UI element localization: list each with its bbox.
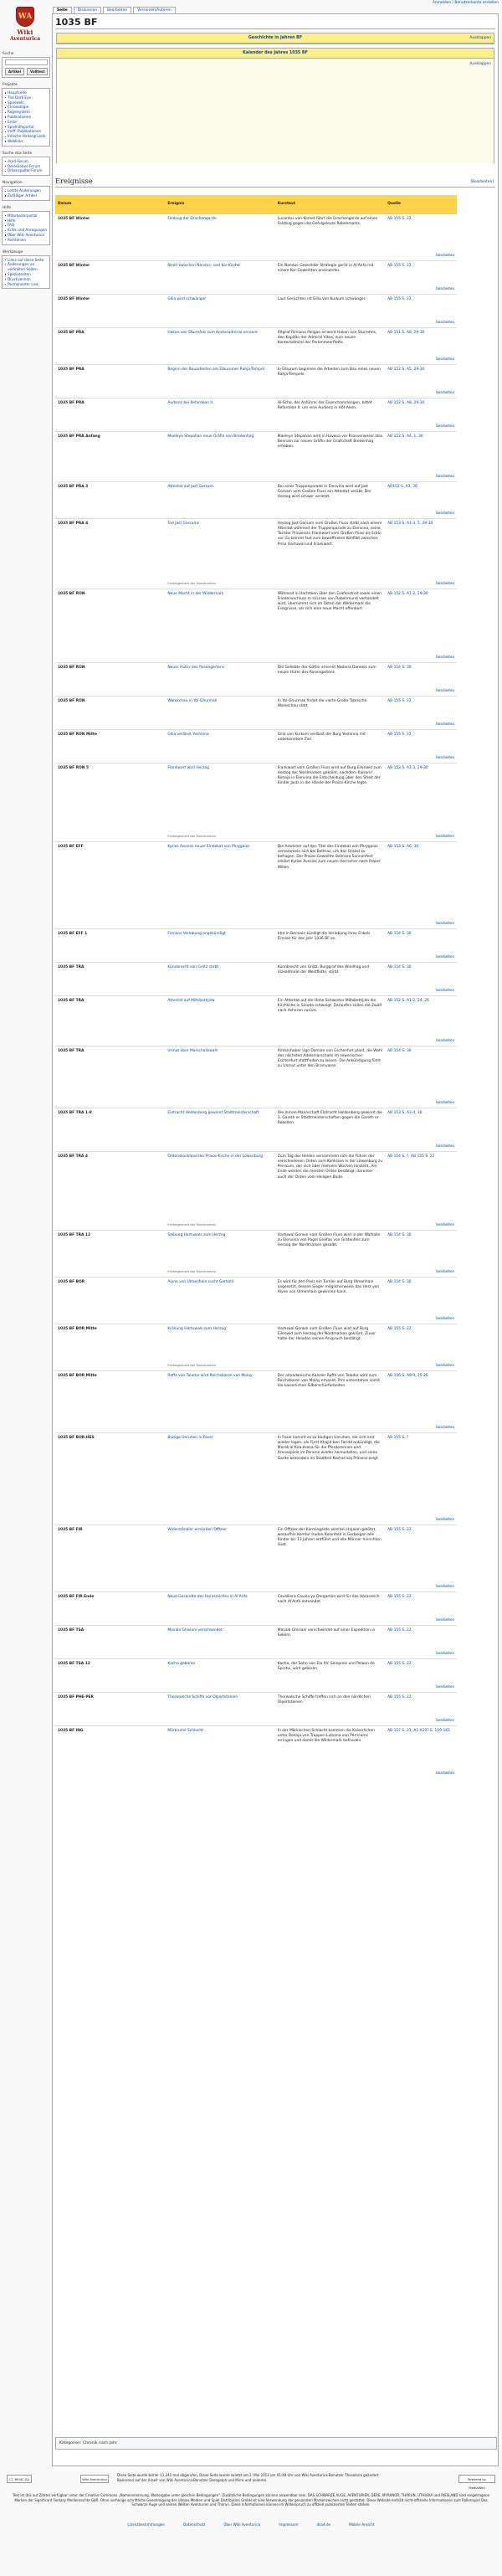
event-summary: Gilia von Kurkum verlässt die Burg Yeshinna mit unbekanntem Ziel. bbox=[277, 732, 366, 742]
section-edit-link[interactable]: [Bearbeiten] bbox=[470, 180, 494, 184]
table-row bbox=[55, 431, 457, 481]
sidebar-item[interactable]: Hauptseite bbox=[5, 90, 48, 95]
search-body bbox=[2, 57, 50, 78]
sidebar-item[interactable]: Erste bbox=[5, 120, 48, 125]
row-edit-link[interactable]: bearbeiten bbox=[436, 581, 454, 586]
event-source[interactable]: AB 155 S. 22 bbox=[387, 1326, 412, 1331]
event-name[interactable]: Raffa von Taladur wird Reichsbaron von Molay bbox=[167, 1373, 253, 1378]
footer-link[interactable]: Mobile Ansicht bbox=[349, 2522, 375, 2527]
tab-edit[interactable]: Bearbeiten bbox=[103, 7, 131, 13]
event-name[interactable]: Firnians Verlobung angekündigt bbox=[167, 931, 226, 936]
event-summary: In Elburum beginnen die Arbeiten zum Bau eines neuen Rahja-Tempels. bbox=[277, 367, 381, 377]
table-row bbox=[55, 589, 457, 662]
event-summary: Hartuwal Gorwin vom Großen Fluss wird auf Burg Eilenwid zum Herzog der Nordmarken gekrönt. Zuvor hatte der Heiodan seinen Anspruch bestätigt. bbox=[277, 1326, 376, 1342]
event-date: 1035 BF Winter bbox=[58, 263, 90, 268]
table-row bbox=[55, 364, 457, 398]
sidebar-item[interactable]: Orkenspalter-Forum bbox=[5, 168, 48, 173]
col-summary[interactable]: Kurztext bbox=[275, 195, 385, 213]
event-name[interactable]: Ordenskonklave der Praios-Kirche in der Löwenburg bbox=[167, 1154, 264, 1159]
event-date: 1035 BF EFF bbox=[58, 844, 84, 849]
row-edit-link[interactable]: bearbeiten bbox=[436, 1425, 454, 1430]
event-source[interactable]: AB 153 S. A1-3, 5, 29-30 bbox=[387, 521, 433, 526]
event-name[interactable]: Wareschau in Yol-Ghurmak bbox=[167, 698, 218, 703]
events-table bbox=[55, 195, 457, 1777]
event-name[interactable]: Widerständler ermorden Offizier bbox=[167, 1527, 228, 1532]
search-portlet bbox=[2, 52, 50, 78]
event-source[interactable]: AB 155 S. 22 bbox=[387, 698, 412, 703]
event-summary: Künnbrecht von Grötz, Burggraf des Windhag und Vizeadmiral der Westflotte, stirbt. bbox=[277, 964, 370, 974]
portlet-3 bbox=[2, 206, 50, 245]
event-summary: In Fasar kommt es zu blutigen Unruhen, die sich erst wieder legen, als Fürst Khajid ben Faridd ankündigt, die Murak'al'Kira-Arena für die Pferderennen und Arenaspiele im Peraine wieder herzustellen, und seine Garde besonders im Stadtteil Keshal Isiq Präsenz zeigt. bbox=[277, 1435, 380, 1461]
event-source[interactable]: AB 154 S. 30 bbox=[387, 1232, 412, 1237]
event-summary: Herzog Jast Gorsam vom Großen Fluss stirbt nach einem Attentat während der Truppenparade zu Elenvina, seine Tochter Prinzessin Frankwart vom Großen Fluss als Erbin vor. Es kommt fast zum bewaffneten Konflikt zwischen Prinz Hartuwal und Frankwart. bbox=[277, 521, 382, 547]
content-area bbox=[52, 13, 499, 2466]
event-source[interactable]: AB 152 S. A1-2, 29-30 bbox=[387, 591, 428, 596]
event-series-note[interactable]: Erbfolgestreit der Nordmarken bbox=[167, 834, 217, 839]
event-name[interactable]: Neuer Hüter des Rosengartens bbox=[167, 665, 225, 670]
table-row bbox=[55, 1432, 457, 1525]
event-source[interactable]: AB 152 S. A8, 29-30 bbox=[387, 400, 425, 405]
row-edit-link[interactable]: bearbeiten bbox=[436, 1517, 454, 1522]
event-summary: Die Geliebte der Göttin ernennt Nadaria Danelos zum neuen Hüter des Rosengartens. bbox=[277, 665, 376, 675]
event-date: 1035 BF TRA bbox=[58, 964, 85, 969]
event-source[interactable]: AB 152 S. A5, 29-30 bbox=[387, 367, 425, 372]
footer bbox=[0, 2470, 502, 2576]
table-row bbox=[55, 1591, 457, 1625]
event-summary: Hi-Sche, der Anführer der Eisenchamrlengen, bittet Refardeon II. um eine Audienz in Hôt-Alem. bbox=[277, 400, 372, 410]
sidebar-portlets bbox=[2, 83, 50, 289]
event-summary: Der almadanische Kanzler Raffa von Taladur wird zum Reichsbaron von Molay ernannt. Ihm unterstehen somit die kaiserlichen Silberschürfarbeiten. bbox=[277, 1373, 381, 1389]
sidebar-item[interactable]: Permanenter Link bbox=[5, 282, 48, 287]
event-name[interactable]: Attentat auf Milhibethjida bbox=[167, 998, 215, 1003]
event-source[interactable]: AB 154 S. ?, AB 155 S. 22 bbox=[387, 1154, 435, 1159]
event-summary: Idra in Bennain kündigt die Verlobung ihres Enkels Finnian für das Jahr 1036 BF an. bbox=[277, 931, 371, 941]
page-title: 1035 BF bbox=[55, 17, 98, 28]
event-date: 1035 BF PHE-PER bbox=[58, 1694, 94, 1699]
event-source[interactable]: AB 154 S. 30 bbox=[387, 1279, 412, 1284]
event-date: 1035 BF BOR bbox=[58, 1279, 85, 1284]
search-fulltext-button[interactable]: Volltext bbox=[27, 68, 48, 75]
table-row bbox=[55, 213, 457, 260]
footer-link[interactable]: Lizenzbestimmungen bbox=[127, 2522, 166, 2527]
search-heading: Suche bbox=[3, 52, 14, 56]
event-source[interactable]: AB 156 S. A8-9, 25-26 bbox=[387, 1373, 428, 1378]
event-source[interactable]: AB 155 S. 22 bbox=[387, 1661, 412, 1666]
portlet-heading: Suche dsa Seite bbox=[3, 151, 33, 156]
row-edit-link[interactable]: bearbeiten bbox=[436, 655, 454, 660]
event-date: 1035 BF PRA bbox=[58, 330, 85, 335]
event-source[interactable]: AB 154 S. 30 bbox=[387, 665, 412, 670]
event-summary: Maeleyn Stepahan wird in Havena vor Kronverweser Idra Bennain zur neuen Gräfin der Grafschaft Bredenhag erhoben. bbox=[277, 434, 382, 450]
event-summary: Amtsinhaber Ugo Damian von Eschenfurt plant, die Wahl des nächsten Adelsmarschalls im sewerischen Eschenfurt stattfinden zu lassen. Die Ankündigung führt zu Unmut unter den Bromyaren. bbox=[277, 1048, 383, 1069]
table-row bbox=[55, 962, 457, 995]
row-edit-link[interactable]: bearbeiten bbox=[436, 1038, 454, 1043]
event-summary: Laut Gerüchten ist Gilia von Kurkum schwanger. bbox=[277, 296, 366, 301]
row-edit-link[interactable]: bearbeiten bbox=[436, 474, 454, 479]
event-date: 1035 BF Winter bbox=[58, 216, 90, 221]
table-row bbox=[55, 260, 457, 294]
table-row bbox=[55, 1230, 457, 1277]
portlet-0 bbox=[2, 83, 50, 147]
event-date: 1035 BF ING bbox=[58, 1728, 84, 1733]
event-date: 1035 BF RON bbox=[58, 591, 85, 596]
table-row bbox=[55, 398, 457, 431]
portlet-heading: Navigation bbox=[3, 181, 23, 186]
row-edit-link[interactable]: bearbeiten bbox=[436, 1718, 454, 1723]
event-source[interactable]: AB 154 S. 30 bbox=[387, 931, 412, 936]
sidebar-item[interactable]: dsa4-Forum bbox=[5, 159, 48, 164]
event-name[interactable]: Krönung Hartuwals zum Herzog bbox=[167, 1326, 227, 1331]
row-edit-link[interactable]: bearbeiten bbox=[436, 722, 454, 727]
event-summary: Hartuwal Gorwin vom Großen Fluss wird in der Walhalle zu Elenvina von Pagol Greifax von Gratenfels zum Herzog der Nordmarken gesalbt. bbox=[277, 1232, 381, 1248]
event-source[interactable]: AB 151 S. A8, 29-30 bbox=[387, 330, 425, 335]
event-date: 1035 BF TRA bbox=[58, 1048, 85, 1053]
sidebar-item[interactable]: Spielwelt bbox=[5, 100, 48, 105]
event-date: 1035 BF FIR bbox=[58, 1527, 83, 1532]
sidebar-item[interactable]: Druckversion bbox=[5, 277, 48, 282]
event-summary: Ein Attentat auf die Hohe Schwester Milhibethjida die Kirchliche in Sinoda schweigt. Daraufhin sollen die Zwölf nach Ashoran zurück. bbox=[277, 998, 382, 1014]
event-series-note[interactable]: Erbfolgestreit der Nordmarken bbox=[167, 1269, 217, 1274]
event-series-note[interactable]: Erbfolgestreit der Nordmarken bbox=[167, 1222, 217, 1227]
row-edit-link[interactable]: bearbeiten bbox=[436, 1144, 454, 1149]
event-name[interactable]: Märkische Schlacht bbox=[167, 1728, 203, 1733]
event-name[interactable]: Urmut über Marschallswahl bbox=[167, 1048, 218, 1053]
portlet-1 bbox=[2, 152, 50, 176]
search-input[interactable] bbox=[5, 59, 48, 65]
logo-word-2: Aventurica bbox=[9, 36, 41, 42]
event-date: 1035 BF PRA bbox=[58, 367, 85, 372]
event-date: 1035 BF EFF 1 bbox=[58, 931, 88, 936]
event-summary: Ein Nandus-Geweihter Strategie gerät in Al'Anfa mit einem Kor-Geweihten aneinander. bbox=[277, 263, 374, 273]
row-edit-link[interactable]: bearbeiten bbox=[436, 357, 454, 362]
tab-history[interactable]: Versionen/Autoren bbox=[133, 7, 176, 13]
footer-license-text: Text ist (bis auf Zitate) verfügbar unter der Creative Commons „Namensnennung, Weitergabe unter gleichen Bedingungen“. Zusätzliche Bedingungen können anwendbar sein. DAS SCHWARZE AUGE, AVENTURIEN, DERE, MYRANOR, THARUN, UTHURIA und RIESLAND sind eingetragene Marken der Significant Fantasy Medienrechte GbR. Ohne vorherige schriftliche Genehmigung der Ulisses Medien und Spiel Distribution GmbH ist eine Verwendung der genannten Markenzeichen nicht gestattet. Diese Website enthält nicht-offizielle Informationen zum Rollenspiel Das Schwarze Auge und seinen Welten Aventurien und Tharun. Diese Informationen können im Widerspruch zu offiziell publizierten Texten stehen. bbox=[12, 2493, 490, 2507]
event-source[interactable]: AB 155 S. 22 bbox=[387, 216, 412, 221]
row-edit-link[interactable]: bearbeiten bbox=[436, 320, 454, 325]
event-name[interactable]: Künnbrecht von Grötz stirbt bbox=[167, 964, 219, 969]
table-row bbox=[55, 662, 457, 696]
event-source[interactable]: AB152 S. A3, 30 bbox=[387, 484, 417, 489]
portlet-heading: Projekte bbox=[3, 83, 18, 87]
event-date: 1035 BF RON bbox=[58, 698, 85, 703]
event-summary: Es wird für den Preis ein Turnier auf Burg Ulmenhain angesetzt, dessen Sieger möglicherweise das Herz von Alyne von Ulmenhain gewinnen kann. bbox=[277, 1279, 380, 1295]
table-row bbox=[55, 1625, 457, 1658]
event-summary: Ein Offizier der Karmingarde wird bei Hojalan getötet, woraufhin Komtur Irudon Kolenfeld in Gerbelgan alle Kinder bis 13 Jahren entführt und alle Männer hinrichten lässt. bbox=[277, 1527, 382, 1548]
section-heading-events: Ereignisse bbox=[55, 177, 93, 185]
row-edit-link[interactable]: bearbeiten bbox=[436, 1269, 454, 1274]
page-tabs bbox=[53, 7, 176, 13]
sidebar-item[interactable]: Regelsystem bbox=[5, 110, 48, 115]
event-summary: Cavalliera Cavala ya Dergamon wird für das Horasreich nach Al'Anfa entsendet. bbox=[277, 1594, 380, 1604]
event-source[interactable]: AB 155 S. 22 bbox=[387, 263, 412, 268]
event-name[interactable]: Gilia wird schwanger bbox=[167, 296, 207, 301]
event-summary: Kacha, der Sohn von Ela XV. Seinpreis und Peleon de Spiritui, wird geboren. bbox=[277, 1661, 375, 1671]
event-name[interactable]: Eintracht Heldenberg gewinnt Stadtmeisterschaft bbox=[167, 1110, 259, 1115]
sidebar-item[interactable]: Publikationen bbox=[5, 115, 48, 120]
row-edit-link[interactable]: bearbeiten bbox=[436, 390, 454, 395]
event-summary: Während in Hartsteen über den Grafenstreit sowie einen Friedensschluss m Ucurian von Rabenmund verhandelt wird, übernimmt sich im Osten der Wildermark die Ereignisse, als sich eine neue Macht offenbart. bbox=[277, 591, 382, 612]
sidebar-item[interactable]: Änderungen an verlinkten Seiten bbox=[5, 262, 48, 272]
footer-stats: Diese Seite wurde bisher 11.241 mal abgerufen. Diese Seite wurde zuletzt am 2. Mai 2013 um 01:48 Uhr von Wiki Aventurica-Benutzer Thesalaria geändert. Basierend auf der Arbeit von Wiki Aventurica-Benutzer Derogolph und Mirro und anderen. bbox=[117, 2473, 380, 2482]
portlet-4 bbox=[2, 250, 50, 290]
sidebar-item[interactable]: Mitarbeiterportal bbox=[5, 213, 48, 219]
event-name[interactable]: Neue Gesandte des Horasreiches in Al'Anfa bbox=[167, 1594, 248, 1599]
calendar-toggle[interactable]: Ausklappen bbox=[469, 62, 491, 66]
sidebar-item[interactable]: FAQ bbox=[5, 223, 48, 228]
sidebar-item[interactable]: Letzte Änderungen bbox=[5, 188, 48, 193]
event-name[interactable]: Kacha geboren bbox=[167, 1661, 196, 1666]
footer-links bbox=[0, 2522, 502, 2527]
table-row bbox=[55, 481, 457, 518]
sidebar-item[interactable]: Weblinks bbox=[5, 139, 48, 144]
footer-link[interactable]: Impressum bbox=[279, 2522, 299, 2527]
event-date: 1035 BF FIR Ende bbox=[58, 1594, 95, 1599]
table-row bbox=[55, 1525, 457, 1591]
sidebar bbox=[2, 52, 50, 294]
row-edit-link[interactable]: bearbeiten bbox=[436, 424, 454, 429]
tab-discussion[interactable]: Diskussion bbox=[74, 7, 101, 13]
table-row bbox=[55, 1324, 457, 1370]
sidebar-item[interactable]: Zufälliger Artikel bbox=[5, 193, 48, 198]
sidebar-item[interactable]: Irdische Hintergründe bbox=[5, 134, 48, 139]
table-row bbox=[55, 1725, 457, 1777]
table-row bbox=[55, 1692, 457, 1725]
event-source[interactable]: AB 152 S. A4, 1, 30 bbox=[387, 434, 423, 439]
sidebar-item[interactable]: Inoff. Publikationen bbox=[5, 129, 48, 134]
event-summary: In der Märkischen Schlacht kommen die Kaiserlichen unter Rohaja von Trupperi Lutsana von Perricums erringen und damit die Wildermark befrieden. bbox=[277, 1728, 375, 1744]
history-years-toggle[interactable]: Ausklappen bbox=[469, 36, 491, 40]
event-source[interactable]: AB 155 S. 22 bbox=[387, 1627, 412, 1632]
row-edit-link[interactable]: bearbeiten bbox=[436, 1584, 454, 1589]
table-row bbox=[55, 1277, 457, 1324]
row-edit-link[interactable]: bearbeiten bbox=[436, 755, 454, 760]
event-name[interactable]: Gilia verlässt Yeshinna bbox=[167, 732, 209, 737]
table-row bbox=[55, 729, 457, 763]
event-date: 1035 BF RON bbox=[58, 665, 85, 670]
row-edit-link[interactable]: bearbeiten bbox=[436, 286, 454, 291]
search-article-button[interactable]: Artikel bbox=[5, 68, 24, 75]
event-summary: Mavala Ghisiani verschwindet auf einer Expedition in Sekem. bbox=[277, 1627, 376, 1638]
table-row bbox=[55, 1151, 457, 1230]
calendar-box bbox=[56, 48, 494, 163]
event-name[interactable]: Maeleyn Stepahan neue Gräfin von Bredenhag bbox=[167, 434, 254, 439]
event-date: 1035 BF BOR-HES bbox=[58, 1435, 95, 1440]
row-edit-link[interactable]: bearbeiten bbox=[436, 988, 454, 993]
col-source[interactable]: Quelle bbox=[385, 195, 457, 213]
event-source[interactable]: AB 154 S. 30 bbox=[387, 1048, 412, 1053]
wiki-badge[interactable]: Wiki Aventurica bbox=[80, 2475, 109, 2483]
table-row bbox=[55, 928, 457, 962]
event-name[interactable]: Streit zwischen Nandus- und Kor-Kirche bbox=[167, 263, 240, 268]
site-logo[interactable] bbox=[5, 7, 45, 47]
portlet-2 bbox=[2, 181, 50, 201]
table-row bbox=[55, 696, 457, 729]
event-series-note[interactable]: Erbfolgestreit der Nordmarken bbox=[167, 581, 217, 586]
mediawiki-badge[interactable]: Powered by MediaWiki bbox=[458, 2475, 495, 2483]
table-row bbox=[55, 841, 457, 928]
table-row bbox=[55, 995, 457, 1046]
sidebar-item[interactable]: Spezialseiten bbox=[5, 272, 48, 277]
portlet-heading: Werkzeuge bbox=[3, 249, 23, 255]
event-date: 1035 BF PRA bbox=[58, 400, 85, 405]
history-years-box bbox=[56, 33, 494, 44]
table-row bbox=[55, 1658, 457, 1692]
event-date: 1035 BF TRA 1-8 bbox=[58, 1110, 92, 1115]
personal-login-link[interactable]: Anmelden / Benutzerkonto erstellen bbox=[432, 1, 499, 5]
event-date: 1035 BF TRA bbox=[58, 998, 85, 1003]
event-name[interactable]: Attentat auf Jast Gorsam bbox=[167, 484, 213, 489]
event-summary: In Yol-Ghurmak findet die vierte Große Tobrische Wareschau statt. bbox=[277, 698, 367, 708]
sidebar-item[interactable]: Chronologie bbox=[5, 105, 48, 110]
portlet-heading: Hilfe bbox=[3, 205, 11, 210]
event-name[interactable]: Thorwalsche Schiffe vor Olportsteinen bbox=[167, 1694, 238, 1699]
event-source[interactable]: AB 155 S. 22 bbox=[387, 1694, 412, 1699]
logo-word-1: Wiki bbox=[17, 28, 33, 36]
sidebar-item[interactable]: DereGlobus-Forum bbox=[5, 164, 48, 169]
event-summary: Die Inrnan-Mannschaft Eintracht Heldenberg gewinnt die 1. Gareth er Stadtmeisterschaften gegen die Gareth er Rebellen. bbox=[277, 1110, 382, 1126]
sidebar-item[interactable]: Spielhilfeportal bbox=[5, 125, 48, 130]
row-edit-link[interactable]: bearbeiten bbox=[436, 1684, 454, 1689]
event-source[interactable]: AB 154 S. 30 bbox=[387, 964, 412, 969]
table-row bbox=[55, 1370, 457, 1432]
event-source[interactable]: AB 157 S. 21, A1-A19? S. 159-163 bbox=[387, 1728, 450, 1733]
event-date: 1035 BF BOR Mitte bbox=[58, 1326, 97, 1331]
table-row bbox=[55, 763, 457, 841]
table-row bbox=[55, 1046, 457, 1108]
event-date: 1035 BF TRA 12 bbox=[58, 1232, 91, 1237]
footer-link[interactable]: dsa4.de bbox=[316, 2522, 331, 2527]
event-name[interactable]: Feldzug der Drachengarde bbox=[167, 216, 217, 221]
event-name[interactable]: Mavala Ghisiani verschwindet bbox=[167, 1627, 223, 1632]
event-summary: Lucardus von Kemet führt die Drachengarde auf einen Feldzug gegen die Gefolgsleute Rabenmarks. bbox=[277, 216, 378, 226]
event-name[interactable]: Tod Jast Gorsams bbox=[167, 521, 200, 526]
event-source[interactable]: AB 152 S. A1-2, 24, 26 bbox=[387, 998, 429, 1003]
event-source[interactable]: AB 155 S. 22 bbox=[387, 732, 412, 737]
row-edit-link[interactable]: bearbeiten bbox=[436, 1100, 454, 1105]
category-bar[interactable]: Kategorien: Chronik nach Jahr bbox=[55, 2437, 497, 2450]
footer-link[interactable]: Datenschutz bbox=[183, 2522, 206, 2527]
tab-page[interactable]: Seite bbox=[53, 7, 72, 13]
event-name[interactable]: Salbung Hartuwals zum Herzog bbox=[167, 1232, 226, 1237]
row-edit-link[interactable]: bearbeiten bbox=[436, 1363, 454, 1368]
event-date: 1035 BF PRA 4 bbox=[58, 521, 89, 526]
row-edit-link[interactable]: bearbeiten bbox=[436, 954, 454, 959]
event-summary: Frankwart vom Großen Fluss wird auf Burg Eilenwid zum Herzog der Nordmarken gekrönt, nachdem Kaiserin Rohaja in Elenvina die Entscheidung über den Streit der Kinder Jasts in die Hände der Praios-Kirche legte. bbox=[277, 765, 382, 786]
row-edit-link[interactable]: bearbeiten bbox=[436, 834, 454, 839]
row-edit-link[interactable]: bearbeiten bbox=[436, 1222, 454, 1227]
event-name[interactable]: Alyne von Ulmenhain sucht Gemahl bbox=[167, 1279, 234, 1284]
table-row bbox=[55, 294, 457, 327]
license-badge[interactable]: CC BY-NC-SA bbox=[7, 2475, 32, 2483]
row-edit-link[interactable]: bearbeiten bbox=[436, 1770, 454, 1775]
event-date: 1035 BF TRA 4 bbox=[58, 1154, 88, 1159]
sidebar-item[interactable]: Über Wiki Aventurica bbox=[5, 233, 48, 238]
row-edit-link[interactable]: bearbeiten bbox=[436, 1617, 454, 1622]
event-date: 1035 BF PRA Anfang bbox=[58, 434, 100, 439]
event-source[interactable]: AB 155 S. 22 bbox=[387, 1594, 412, 1599]
event-name[interactable]: Kyrios Avesios neuer Eindekat von Phrygaios bbox=[167, 844, 250, 849]
event-source[interactable]: AB 153 S. A1-3, 29-30 bbox=[387, 765, 428, 770]
event-summary: Zum Tag der Helden versammeln sich die Führer der verschiedenen Orden zum Konklave in der Löwenburg zu Perricum, der sich über mehrere Wochen hinzieht. Am Ende werden die meisten Orden bestätigt, darunter auch der Orden vom Heiligen Blute. bbox=[277, 1154, 383, 1180]
row-edit-link[interactable]: bearbeiten bbox=[436, 688, 454, 693]
events-table-header bbox=[55, 195, 457, 213]
event-date: 1035 BF Winter bbox=[58, 296, 90, 301]
event-source[interactable]: AB 153 S. A3-4, 30 bbox=[387, 1110, 423, 1115]
table-row bbox=[55, 327, 457, 364]
event-date: 1035 BF TSA 12 bbox=[58, 1661, 90, 1666]
event-date: 1035 BF RON 5 bbox=[58, 765, 89, 770]
event-name[interactable]: Audienz bei Refardeon II. bbox=[167, 400, 214, 405]
col-date[interactable]: Datum bbox=[55, 195, 165, 213]
shield-logo-icon: WA bbox=[16, 7, 34, 27]
sidebar-item[interactable]: Richtlinien bbox=[5, 238, 48, 243]
event-source[interactable]: AB 155 S. 22 bbox=[387, 1527, 412, 1532]
sidebar-item[interactable]: Kritik und Anregungen bbox=[5, 228, 48, 233]
calendar-title[interactable]: Kalender des Jahres 1035 BF bbox=[243, 51, 308, 55]
event-source[interactable]: AB 155 S. ? bbox=[387, 1435, 409, 1440]
table-row bbox=[55, 518, 457, 589]
event-series-note[interactable]: Erbfolgestreit der Nordmarken bbox=[167, 1363, 217, 1368]
sidebar-item[interactable]: Links auf diese Seite bbox=[5, 258, 48, 263]
event-name[interactable]: Beginn der Bauarbeiten am Elburumer Rahja-Tempel bbox=[167, 367, 264, 372]
col-event[interactable]: Ereignis bbox=[165, 195, 274, 213]
row-edit-link[interactable]: bearbeiten bbox=[436, 511, 454, 516]
row-edit-link[interactable]: bearbeiten bbox=[436, 253, 454, 258]
event-name[interactable]: Hakon von Sturmfels zum Konteradmiral ernannt bbox=[167, 330, 258, 335]
row-edit-link[interactable]: bearbeiten bbox=[436, 1651, 454, 1656]
event-source[interactable]: AB 153 S. A6, 30 bbox=[387, 844, 419, 849]
event-date: 1035 BF BOR Mitte bbox=[58, 1373, 97, 1378]
event-summary: Thorwalsche Schiffe treffen sich an den nördlichen Olportsteinen. bbox=[277, 1694, 371, 1704]
row-edit-link[interactable]: bearbeiten bbox=[436, 1316, 454, 1321]
footer-link[interactable]: Über Wiki Aventurica bbox=[223, 2522, 261, 2527]
event-name[interactable]: Neue Macht in der Wildermark bbox=[167, 591, 224, 596]
sidebar-item[interactable]: Hilfe bbox=[5, 219, 48, 224]
event-name[interactable]: Blutige Unruhen in Fasar bbox=[167, 1435, 213, 1440]
event-summary: Altgraf Rimiona Paligan ernennt Hakon von Sturmfels, den Kapitän der Admiral Vikos, zum neuen Konteradmiral der Perlenmeerflotte. bbox=[277, 330, 377, 346]
sidebar-item[interactable]: The Dark Eye bbox=[5, 95, 48, 100]
event-summary: Die Anwärter auf den Titel des Eindekat von Phrygaios versammeln sich bei Beltrias, um das Orakel zu befragen. Der Praios-Geweihte Belmara Sonnenfest erklärt Kyrios Avesios zum neuen Herrscher nach Praios' Willen. bbox=[277, 844, 382, 870]
event-date: 1035 BF RON Mitte bbox=[58, 732, 97, 737]
event-date: 1035 BF PRA 3 bbox=[58, 484, 89, 489]
event-date: 1035 BF TSA bbox=[58, 1627, 85, 1632]
event-summary: Bei einer Truppenparade in Elenvina wird auf Jast Gorsam vom Großen Fluss ein Attentat verübt. Der Herzog wird schwer verletzt. bbox=[277, 484, 371, 500]
event-source[interactable]: AB 155 S. 22 bbox=[387, 296, 412, 301]
history-years-title[interactable]: Geschichte in Jahren BF bbox=[248, 36, 303, 40]
table-row bbox=[55, 1108, 457, 1151]
event-name[interactable]: Frankwart wird Herzog bbox=[167, 765, 209, 770]
row-edit-link[interactable]: bearbeiten bbox=[436, 921, 454, 926]
